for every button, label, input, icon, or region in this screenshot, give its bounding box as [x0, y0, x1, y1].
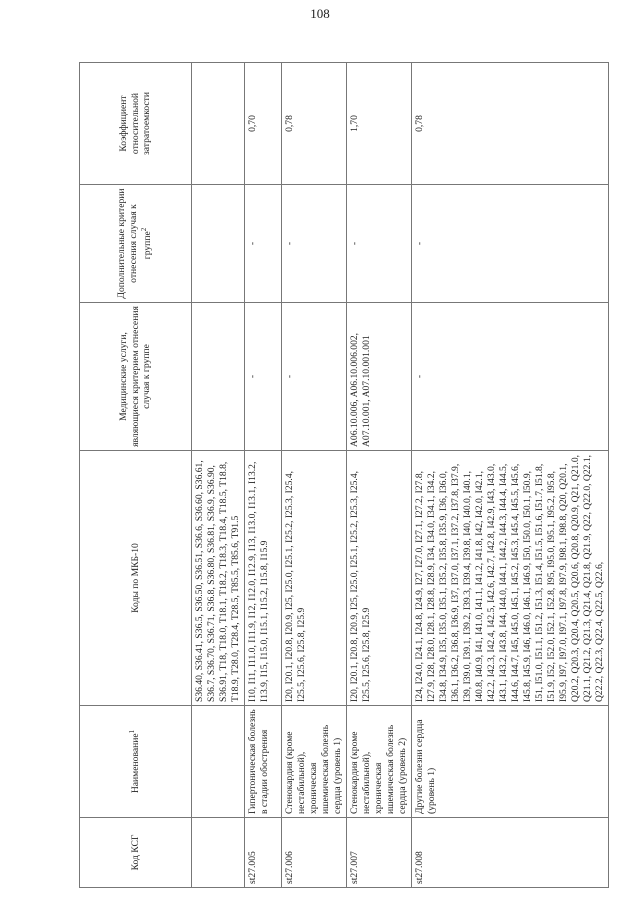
- header-name: [80, 706, 192, 818]
- header-mkb: Коды по МКБ-10: [80, 451, 192, 706]
- header-services: Медицинские услуги, являющиеся критерием отнесения случая к группе: [80, 303, 192, 451]
- cell-coefficient: 0,70: [244, 63, 281, 185]
- header-code: Код КСГ: [80, 818, 192, 888]
- cell-coefficient: 0,78: [281, 63, 346, 185]
- cell-mkb: S36.40, S36.41, S36.5, S36.50, S36.51, S36.6, S36.60, S36.61, S36.7, S36.70, S36.71, S36.8, S36.80, S36.81, S36.9, S36.90, S36.91, T18, T18.0, T18.1, T18.2, T18.3, T18.4, T18.5, T18.8, T18.9, T28.0, T28.4, T28.5, T85.5, T85.6, T91.5: [192, 451, 245, 706]
- header-criteria-text: Дополнительные критерии отнесения случая к группе: [116, 188, 154, 299]
- cell-code: st27.008: [411, 818, 608, 888]
- cell-coefficient: [192, 63, 245, 185]
- table-row: [244, 63, 281, 888]
- cell-services: -: [244, 303, 281, 451]
- cell-name: Другие болезни сердца (уровень 1): [411, 706, 608, 818]
- cell-name: Гипертоническая болезнь в стадии обострения: [244, 706, 281, 818]
- table-header-row: [80, 63, 192, 888]
- header-name-text: Наименование: [130, 733, 142, 794]
- cell-services: [192, 303, 245, 451]
- header-criteria: [80, 185, 192, 303]
- ksg-table: [79, 62, 609, 888]
- cell-name: [192, 706, 245, 818]
- rotated-table-container: [79, 63, 605, 888]
- cell-criteria: -: [346, 185, 411, 303]
- cell-criteria: -: [244, 185, 281, 303]
- cell-code: [192, 818, 245, 888]
- cell-code: st27.006: [281, 818, 346, 888]
- cell-criteria: [192, 185, 245, 303]
- cell-coefficient: 0,78: [411, 63, 608, 185]
- page-number: 108: [310, 6, 330, 21]
- table-row: [192, 63, 245, 888]
- cell-mkb: I10, I11, I11.0, I11.9, I12, I12.0, I12.9, I13, I13.0, I13.1, I13.2, I13.9, I15, I15.0, I15.1, I15.2, I15.8, I15.9: [244, 451, 281, 706]
- header-criteria-footnote: 2: [140, 227, 149, 232]
- table-row: [281, 63, 346, 888]
- cell-criteria: -: [281, 185, 346, 303]
- cell-mkb: I20, I20.1, I20.8, I20.9, I25, I25.0, I25.1, I25.2, I25.3, I25.4, I25.5, I25.6, I25.8, I25.9: [281, 451, 346, 706]
- cell-code: st27.005: [244, 818, 281, 888]
- cell-services: A06.10.006, A06.10.006.002, A07.10.001, A07.10.001.001: [346, 303, 411, 451]
- table-row: [411, 63, 608, 888]
- cell-criteria: -: [411, 185, 608, 303]
- header-coefficient: Коэффициент относительной затратоемкости: [80, 63, 192, 185]
- cell-mkb: I20, I20.1, I20.8, I20.9, I25, I25.0, I25.1, I25.2, I25.3, I25.4, I25.5, I25.6, I25.8, I25.9: [346, 451, 411, 706]
- header-name-footnote: 1: [128, 729, 137, 734]
- cell-mkb: I24, I24.0, I24.1, I24.8, I24.9, I27, I27.0, I27.1, I27.2, I27.8, I27.9, I28, I28.0, I28.1, I28.8, I28.9, I34, I34.0, I34.1, I34.2, I34.8, I34.9, I35, I35.0, I35.1, I35.2, I35.8, I35.9, I36, I36.0, I36.1, I36.2, I36.8, I36.9, I37, I37.0, I37.1, I37.2, I37.8, I37.9, I39, I39.0, I39.1, I39.2, I39.3, I39.4, I39.8, I40, I40.0, I40.1, I40.8, I40.9, I41, I41.0, I41.1, I41.2, I41.8, I42, I42.0, I42.1, I42.2, I42.3, I42.4, I42.5, I42.6, I42.7, I42.8, I42.9, I43, I43.0, I43.1, I43.2, I43.8, I44, I44.0, I44.1, I44.2, I44.3, I44.4, I44.5, I44.6, I44.7, I45, I45.0, I45.1, I45.2, I45.3, I45.4, I45.5, I45.6, I45.8, I45.9, I46, I46.0, I46.1, I46.9, I50, I50.0, I50.1, I50.9, I51, I51.0, I51.1, I51.2, I51.3, I51.4, I51.5, I51.6, I51.7, I51.8, I51.9, I52, I52.0, I52.1, I52.8, I95, I95.0, I95.1, I95.2, I95.8, I95.9, I97, I97.0, I97.1, I97.8, I97.9, I98.1, I98.8, Q20, Q20.1, Q20.2, Q20.3, Q20.4, Q20.5, Q20.6, Q20.8, Q20.9, Q21, Q21.0, Q21.1, Q21.2, Q21.3, Q21.4, Q21.8, Q21.9, Q22, Q22.0, Q22.1, Q22.2, Q22.3, Q22.4, Q22.5, Q22.6,: [411, 451, 608, 706]
- cell-services: -: [411, 303, 608, 451]
- cell-code: st27.007: [346, 818, 411, 888]
- cell-services: -: [281, 303, 346, 451]
- cell-coefficient: 1,70: [346, 63, 411, 185]
- cell-name: Стенокардия (кроме нестабильной), хроническая ишемическая болезнь сердца (уровень 1): [281, 706, 346, 818]
- cell-name: Стенокардия (кроме нестабильной), хроническая ишемическая болезнь сердца (уровень 2): [346, 706, 411, 818]
- table-row: [346, 63, 411, 888]
